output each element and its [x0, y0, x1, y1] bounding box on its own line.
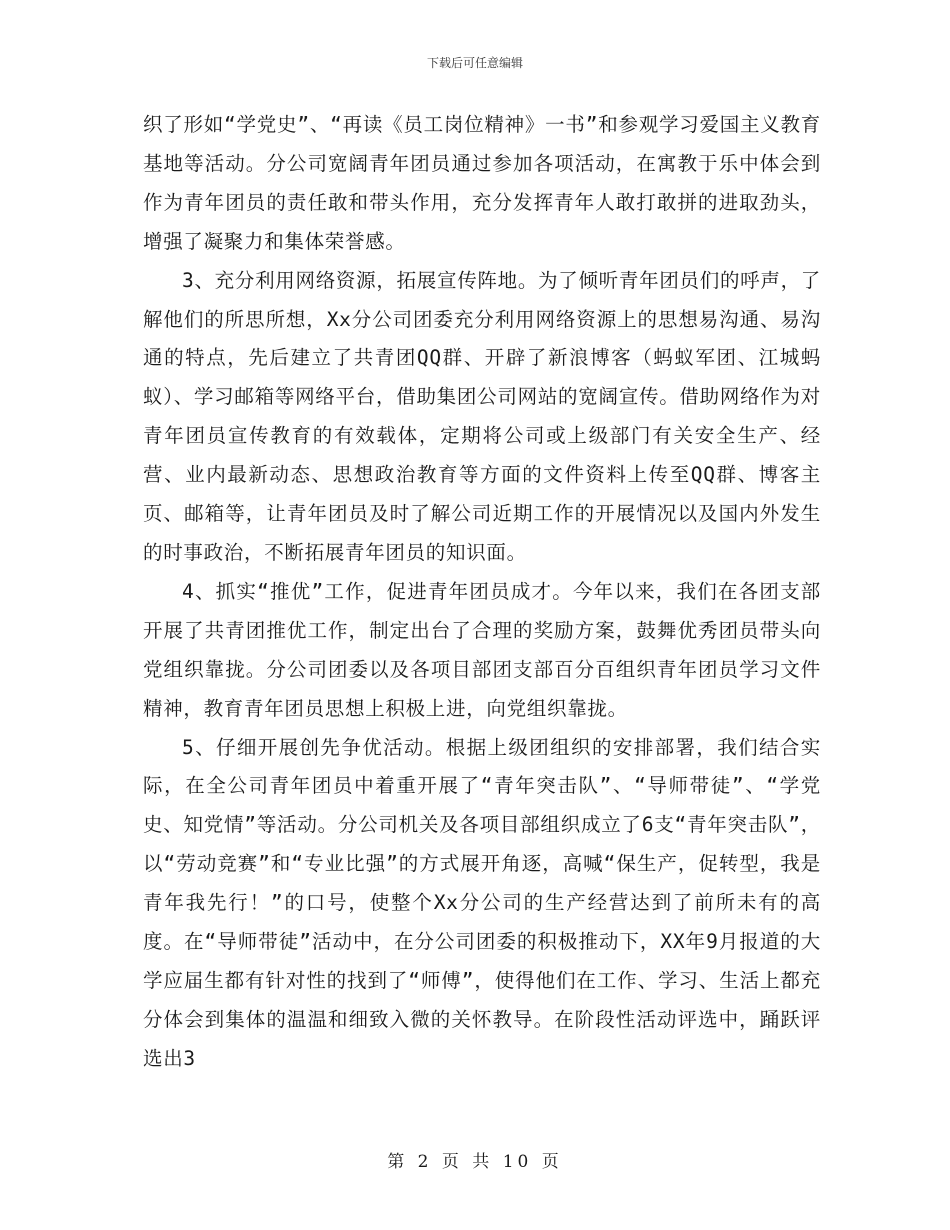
paragraph-item-5: 5、仔细开展创先争优活动。根据上级团组织的安排部署，我们结合实际，在全公司青年团员中着重开展了“青年突击队”、“导师带徒”、“学党史、知党情”等活动。分公司机关及各项目部组织成立了6支“青年突击队”，以“劳动竞赛”和“专业比强”的方式展开角逐，高喊“保生产，促转型，我是青年我先行！”的口号，使整个Xx分公司的生产经营达到了前所未有的高度。在“导师带徒”活动中，在分公司团委的积极推动下，XX年9月报道的大学应届生都有针对性的找到了“师傅”，使得他们在工作、学习、生活上都充分体会到集体的温温和细致入微的关怀教导。在阶段性活动评选中，踊跃评选出3	[143, 735, 821, 1070]
paragraph-item-3: 3、充分利用网络资源，拓展宣传阵地。为了倾听青年团员们的呼声，了解他们的所思所想，Xx分公司团委充分利用网络资源上的思想易沟通、易沟通的特点，先后建立了共青团QQ群、开辟了新浪博客（蚂蚁军团、江城蚂蚁）、学习邮箱等网络平台，借助集团公司网站的宽阔宣传。借助网络作为对青年团员宣传教育的有效载体，定期将公司或上级部门有关安全生产、经营、业内最新动态、思想政治教育等方面的文件资料上传至QQ群、博客主页、邮箱等，让青年团员及时了解公司近期工作的开展情况以及国内外发生的时事政治，不断拓展青年团员的知识面。	[143, 268, 821, 564]
document-body	[143, 106, 821, 1079]
page-header-note: 下载后可任意编辑	[426, 56, 523, 70]
page-number: 第 2 页 共 10 页	[387, 1152, 563, 1172]
paragraph-item-4: 4、抓实“推优”工作，促进青年团员成才。今年以来，我们在各团支部开展了共青团推优工作，制定出台了合理的奖励方案，鼓舞优秀团员带头向党组织靠拢。分公司团委以及各项目部团支部百分百组织青年团员学习文件精神，教育青年团员思想上积极上进，向党组织靠拢。	[143, 579, 821, 720]
paragraph-continued: 织了形如“学党史”、“再读《员工岗位精神》一书”和参观学习爱国主义教育基地等活动。分公司宽阔青年团员通过参加各项活动，在寓教于乐中体会到作为青年团员的责任敢和带头作用，充分发挥青年人敢打敢拼的进取劲头，增强了凝聚力和集体荣誉感。	[143, 113, 821, 253]
